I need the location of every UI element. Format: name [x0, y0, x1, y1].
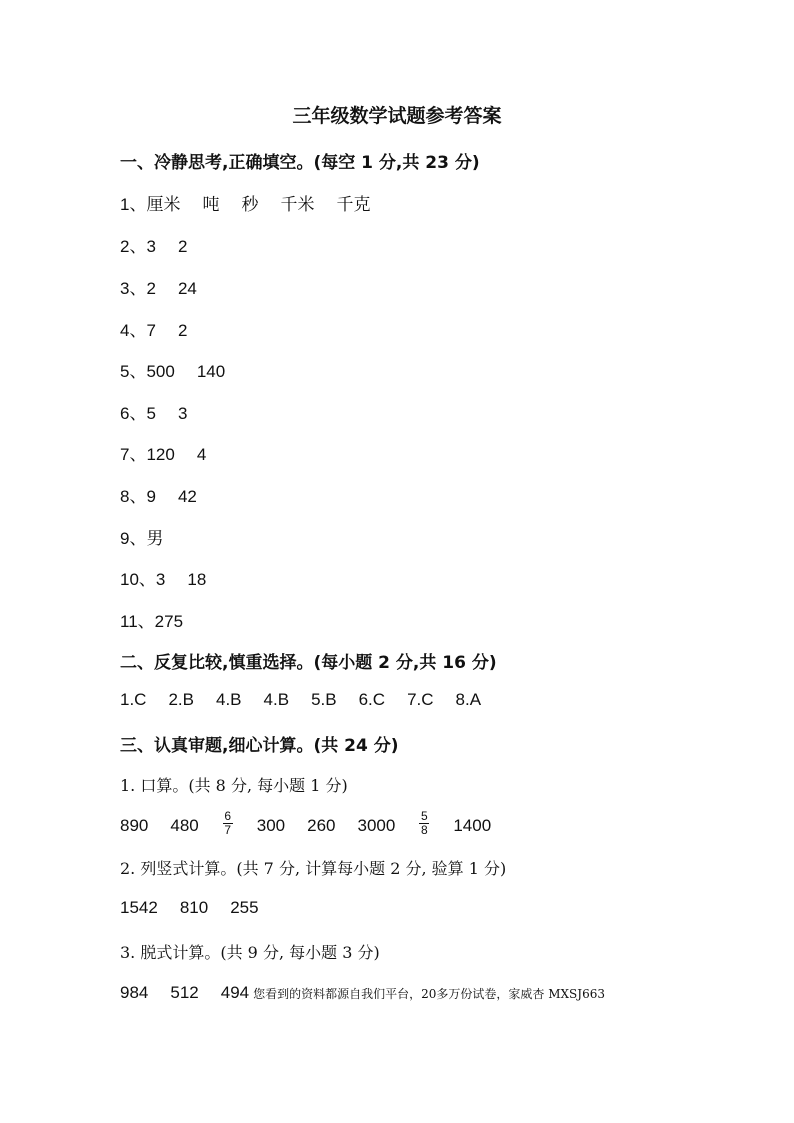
answer-value: 吨	[202, 195, 220, 214]
fraction-denominator: 8	[420, 823, 428, 837]
item-number: 6、	[120, 404, 147, 423]
item-number: 8、	[120, 487, 147, 506]
answer-item-7	[120, 440, 206, 465]
answer-value: 男	[146, 529, 164, 548]
answer-value: 300	[256, 815, 286, 835]
answer-value: 480	[170, 815, 199, 835]
fraction-six-sevenths	[223, 810, 233, 837]
answer-value: 3	[155, 570, 166, 589]
fraction-five-eighths	[419, 810, 429, 837]
section3-heading: 三、认真审题,细心计算。(共 24 分)	[120, 736, 399, 756]
answer-value: 494	[220, 983, 250, 1002]
item-number: 2、	[120, 237, 147, 256]
answer-value: 500	[146, 362, 175, 381]
item-number: 10、	[120, 570, 156, 589]
answer-item-5	[120, 357, 225, 382]
answer-item-3	[120, 274, 197, 299]
answer-value: 42	[177, 487, 197, 506]
answer-value: 秒	[241, 195, 259, 214]
answer-value: 千米	[280, 195, 315, 214]
item-number: 7、	[120, 445, 147, 464]
choice-answer: 5.B	[311, 690, 337, 709]
answer-value: 512	[170, 983, 199, 1002]
section2-heading: 二、反复比较,慎重选择。(每小题 2 分,共 16 分)	[120, 653, 497, 673]
answer-value: 2	[177, 237, 188, 256]
answer-value: 5	[146, 404, 156, 423]
answer-item-6	[120, 399, 187, 424]
answer-value: 厘米	[146, 195, 181, 214]
item-number: 11、	[120, 612, 155, 631]
part1-heading: 1. 口算。(共 8 分, 每小题 1 分)	[120, 776, 348, 795]
answer-value: 3	[146, 237, 156, 256]
answer-value: 24	[177, 279, 197, 298]
answer-value: 120	[146, 445, 175, 464]
item-number: 4、	[120, 321, 147, 340]
item-number: 3、	[120, 279, 147, 298]
part3-heading: 3. 脱式计算。(共 9 分, 每小题 3 分)	[120, 943, 380, 962]
answer-value: 2	[177, 321, 188, 340]
answer-item-11	[120, 607, 183, 632]
answer-item-2	[120, 232, 187, 257]
answer-value: 千克	[336, 195, 371, 214]
answer-item-9	[120, 524, 163, 549]
fraction-numerator: 5	[420, 809, 428, 823]
choice-answer: 2.B	[168, 690, 194, 709]
answer-value: 2	[146, 279, 156, 298]
answer-value: 4	[196, 445, 207, 464]
part2-heading: 2. 列竖式计算。(共 7 分, 计算每小题 2 分, 验算 1 分)	[120, 859, 507, 878]
answer-value: 140	[196, 362, 226, 381]
answer-value: 810	[179, 898, 209, 917]
choice-answer: 7.C	[407, 690, 434, 709]
answer-value: 18	[187, 570, 207, 589]
item-number: 9、	[120, 529, 147, 548]
page-title: 三年级数学试题参考答案	[292, 105, 502, 127]
choice-answer: 8.A	[455, 690, 482, 709]
answer-value: 7	[146, 321, 156, 340]
answer-value: 255	[230, 898, 259, 917]
answer-item-4	[120, 316, 187, 341]
answer-value: 984	[120, 983, 149, 1002]
answer-item-8	[120, 482, 197, 507]
choice-answer: 6.C	[358, 690, 386, 709]
answer-value: 9	[146, 487, 156, 506]
choice-answer: 4.B	[263, 690, 290, 709]
answer-value: 890	[120, 815, 149, 835]
mental-math-answers	[120, 809, 492, 840]
section1-heading: 一、冷静思考,正确填空。(每空 1 分,共 23 分)	[120, 153, 480, 173]
answer-value: 1542	[120, 898, 158, 917]
answer-item-1	[120, 190, 370, 215]
answer-value: 3000	[357, 815, 396, 835]
answer-value: 260	[307, 815, 336, 835]
fraction-denominator: 7	[224, 823, 232, 837]
answer-item-10	[120, 565, 206, 590]
answer-value: 1400	[453, 815, 492, 835]
step-calc-answers	[120, 983, 605, 1003]
item-number: 1、	[120, 195, 147, 214]
answer-value: 3	[177, 404, 188, 423]
choice-answers	[120, 690, 481, 710]
vertical-calc-answers	[120, 898, 259, 918]
fraction-numerator: 6	[224, 809, 232, 823]
choice-answer: 4.B	[216, 690, 242, 709]
choice-answer: 1.C	[120, 690, 147, 709]
source-note: 您看到的资料都源自我们平台，20多万份试卷，家威杏 MXSJ663	[253, 987, 605, 1001]
item-number: 5、	[120, 362, 147, 381]
answer-value: 275	[154, 612, 184, 631]
